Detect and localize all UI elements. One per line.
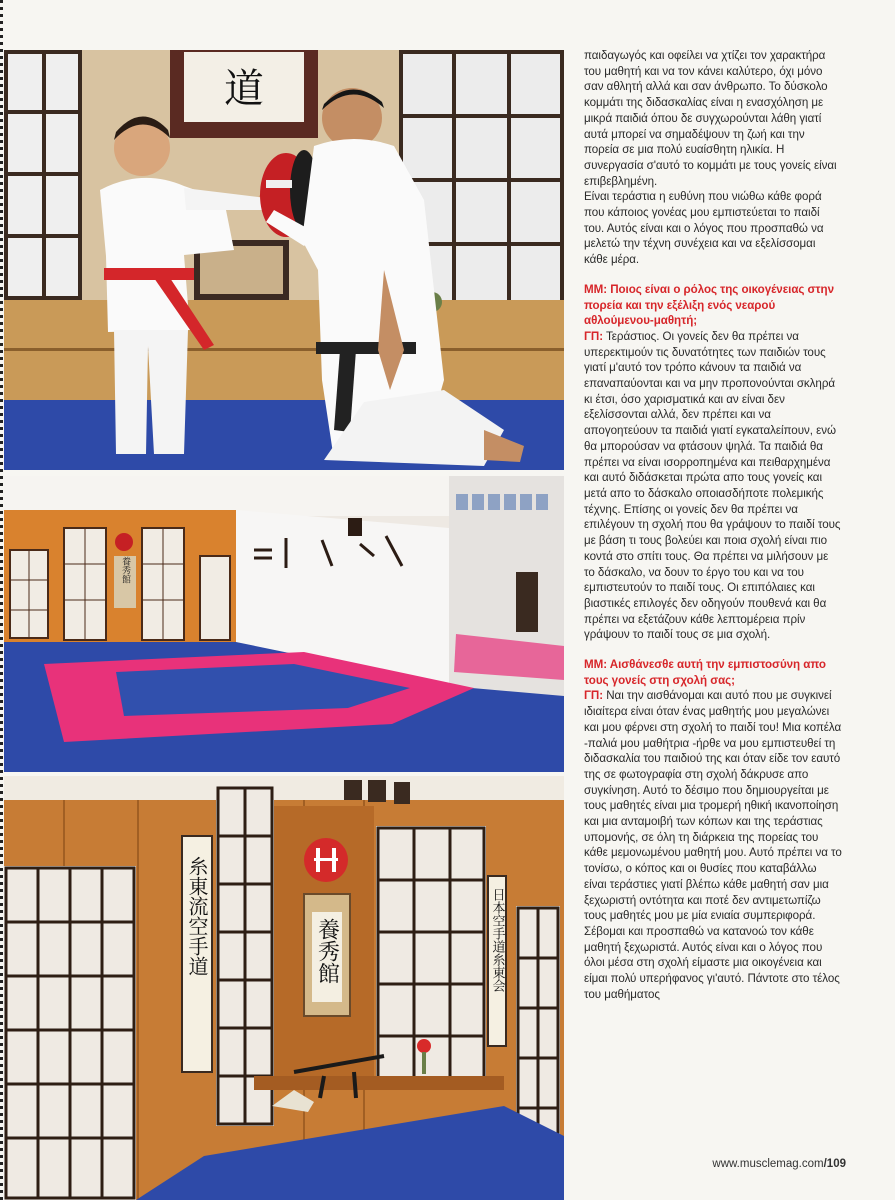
answer-2-label: ΓΠ: bbox=[584, 689, 604, 703]
vertical-scroll-right: 日本空手道糸東会 bbox=[489, 888, 505, 992]
page-number: /109 bbox=[823, 1158, 846, 1170]
question-2 bbox=[584, 657, 842, 688]
dojo-scroll-text: 養秀館 bbox=[120, 556, 130, 584]
photo-dojo-hall bbox=[4, 476, 564, 772]
intro-paragraph-2: Είναι τεράστια η ευθύνη που νιώθω κάθε φορά που κάποιος γονέας μου εμπιστεύεται το παιδί του. Αυτός είναι και ο λόγος που προσπαθώ να μελετώ την τέχνη συνέχεια και να εξελίσσομαι κάθε μέρα. bbox=[584, 190, 824, 267]
article-column bbox=[584, 48, 842, 1002]
answer-2 bbox=[584, 688, 842, 1002]
vertical-scroll-left: 糸東流空手道 bbox=[185, 856, 209, 976]
answer-1-label: ΓΠ: bbox=[584, 329, 604, 343]
question-1-text: Ποιος είναι ο ρόλος της οικογένειας στην πορεία και την εξέλιξη ενός νεαρού αθλούμενου-μαθητή; bbox=[584, 282, 834, 328]
scroll-character: 道 bbox=[224, 66, 264, 112]
page-footer bbox=[686, 1158, 846, 1170]
binding-edge bbox=[0, 0, 3, 1200]
question-2-label: ΜΜ: bbox=[584, 658, 608, 672]
photo-karate-lesson bbox=[4, 50, 564, 470]
answer-2-text: Ναι την αισθάνομαι και αυτό που με συγκινεί ιδιαίτερα είναι όταν ένας μαθητής μου μεγαλώνει και μου φέρνει στη σχολή το παιδί του! Μια κοπέλα -παλιά μου μαθήτρια -ήρθε να μου εμπιστευθεί τη διδασκαλία του παιδιού της και όταν είδε τον εαυτό της σε φωτογραφία στη σχολή δάκρυσε απο συγκίνηση. Αυτό το δέσιμο που δημιουργείται με τους μαθητές είναι μια τρομερή ηθική ικανοποίηση και μια ανταμοιβή των κόπων και της τεράστιας υπομονής, σε όλη τη διάρκεια της πορείας του κάθε μεμονωμένου μαθητή μου. Αυτό πρέπει να το τονίσω, ο κόπος και οι θυσίες που καταβάλλω είναι τεράστιες γιατί βλέπω κάθε μαθητή σαν μια ξεχωριστή οντότητα και ποτέ δεν αντιμετωπίζω τους μαθητές μου με μία ενιαία συμπεριφορά. Σέβομαι και προσπαθώ να κατανοώ τον κάθε μαθητή ξεχωριστά. Αυτός είναι και ο λόγος που όλοι μέσα στη σχολή είμαστε μια οικογένεια και είμαι πολύ υπερήφανος γι'αυτό. Πάντοτε στο τέλος του μαθήματος bbox=[584, 689, 842, 1001]
footer-site[interactable]: www.musclemag.com bbox=[712, 1158, 824, 1170]
photo-dojo-shrine bbox=[4, 776, 564, 1200]
intro-paragraph: παιδαγωγός και οφείλει να χτίζει τον χαρακτήρα του μαθητή και να τον κάνει καλύτερο, όχι μόνο σαν αθλητή αλλά και σαν άνθρωπο. Το δύσκολο κομμάτι της διδασκαλίας είναι η ενασχόληση με μικρά παιδιά όπου δε συγχωρούνται λάθη γιατί αυτά μπορεί να σημαδέψουν τη ζωή και την πορεία σε μια πολύ ευαίσθητη ηλικία. Η συνεργασία σ'αυτό το κομμάτι με τους γονείς είναι επιβεβλημένη. bbox=[584, 49, 837, 188]
shrine-plaque-text: 養秀館 bbox=[314, 918, 340, 984]
answer-1 bbox=[584, 329, 842, 643]
question-1 bbox=[584, 282, 842, 329]
answer-1-text: Τεράστιος. Οι γονείς δεν θα πρέπει να υπερεκτιμούν τις δυνατότητες των παιδιών τους γιατί μ'αυτό τον τρόπο κάνουν τα παιδιά να επαναπαύονται και να μην προπονούνται σκληρά κι έτσι, όσο χαρισματικά και αν είναι δεν εξελίσσονται αλλά, δεν πρέπει και να απογοητεύουν τα παιδιά γιατί εγκαταλείπουν, ενώ θα μπορούσαν να φτάσουν ψηλά. Τα παιδιά θα πρέπει να είναι ισορροπημένα και πειθαρχημένα και αυτό διδάσκεται πρώτα απο τους γονείς και μετά απο το δάσκαλο οποιασδήποτε πολεμικής τέχνης. Επίσης οι γονείς δεν θα πρέπει να επιλέγουν τη σχολή που θα γράψουν το παιδί τους με βάση τι τους βολεύει και ποια σχολή είναι πιο κοντά στο σπίτι τους. Θα πρέπει να μιλήσουν με το δάσκαλο, να δουν το έργο του και να του εμπιστευτούν το παιδί τους. Οι επιπόλαιες και βιαστικές επιλογές δεν οδηγούν πουθενά και θα πρέπει να εξετάζουν κάθε λεπτομέρεια πρίν γράψουν το παιδί τους σε μια σχολή. bbox=[584, 329, 841, 642]
question-2-text: Αισθάνεσθε αυτή την εμπιστοσύνη απο τους γονείς στη σχολή σας; bbox=[584, 658, 826, 687]
question-1-label: ΜΜ: bbox=[584, 282, 608, 296]
